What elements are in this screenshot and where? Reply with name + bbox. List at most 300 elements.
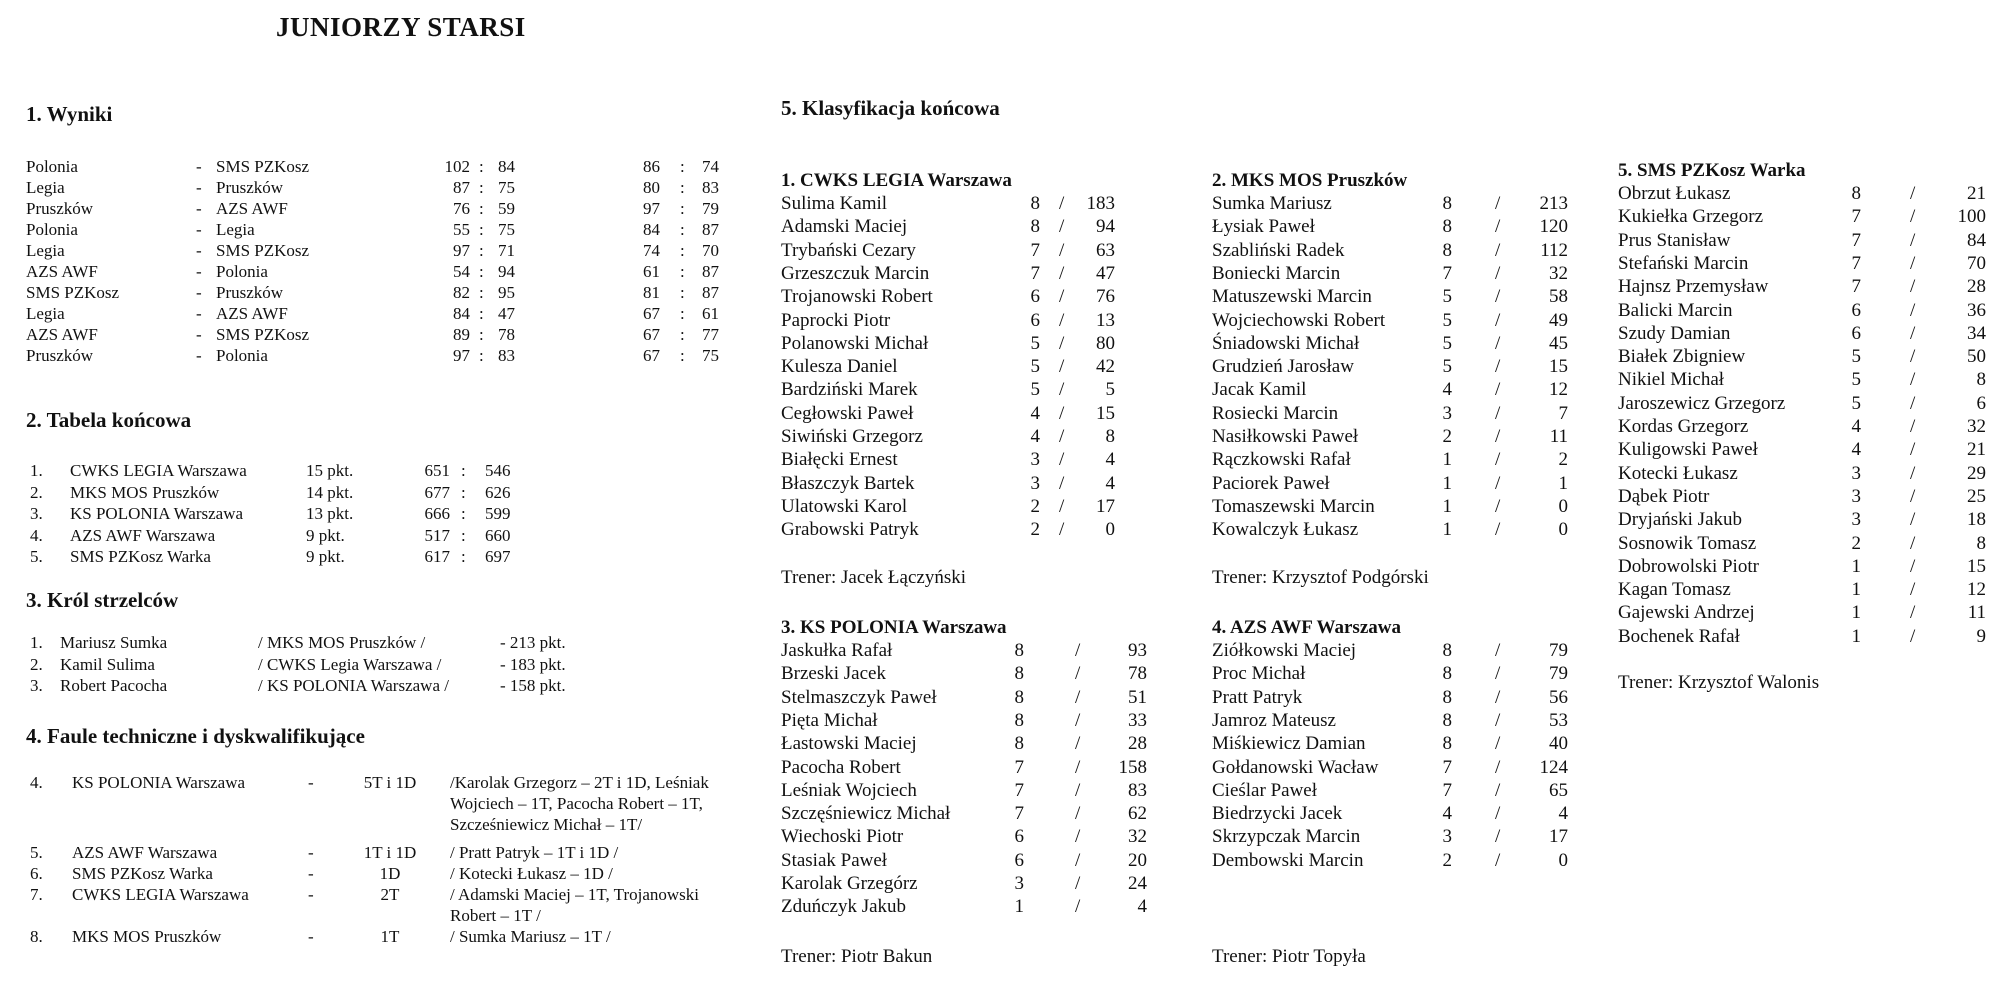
player-row <box>0 662 2000 685</box>
slash: / <box>1495 779 1501 801</box>
rank: 1. <box>30 461 43 480</box>
games-played: 4 <box>1030 426 1040 447</box>
score-2-away: 61 <box>702 304 719 323</box>
games-played: 1 <box>1442 519 1452 541</box>
colon: : <box>680 220 685 239</box>
player-name: Szczęśniewicz Michał <box>781 803 951 825</box>
team-a: Polonia <box>26 157 78 176</box>
points-scored: 11 <box>1967 602 1986 624</box>
colon: : <box>680 241 685 260</box>
points-scored: 33 <box>1128 709 1147 731</box>
slash: / <box>1075 709 1081 731</box>
slash: / <box>1495 803 1501 825</box>
team-name: AZS AWF Warszawa <box>72 843 218 862</box>
foul-detail-line: / Adamski Maciej – 1T, Trojanowski <box>450 885 700 904</box>
page-title: JUNIORZY STARSI <box>276 12 526 42</box>
player-name: Pięta Michał <box>781 709 878 731</box>
points-against: 546 <box>485 461 511 480</box>
team-b: SMS PZKosz <box>216 325 310 344</box>
slash: / <box>1075 849 1081 871</box>
score-1-away: 71 <box>498 241 515 260</box>
player-name: Kuligowski Paweł <box>1618 439 1758 461</box>
coach-name: Trener: Krzysztof Podgórski <box>1212 567 1429 588</box>
slash: / <box>1910 346 1916 368</box>
team-b: SMS PZKosz <box>216 157 310 176</box>
games-played: 8 <box>1442 216 1452 238</box>
player-name: Skrzypczak Marcin <box>1212 826 1361 848</box>
team-heading: 3. KS POLONIA Warszawa <box>781 617 1007 638</box>
player-row <box>0 299 2000 322</box>
games-played: 5 <box>1030 332 1040 354</box>
player-name: Kukiełka Grzegorz <box>1618 206 1764 228</box>
slash: / <box>1075 663 1081 685</box>
foul-detail-line: / Sumka Mariusz – 1T / <box>450 927 611 946</box>
foul-detail-line: Szcześniewicz Michał – 1T/ <box>450 815 643 834</box>
player-name: Grabowski Patryk <box>781 519 919 541</box>
games-played: 1 <box>1851 602 1861 624</box>
player-row <box>0 322 2000 345</box>
colon: : <box>461 504 466 523</box>
team-name: MKS MOS Pruszków <box>72 927 222 946</box>
slash: / <box>1910 252 1916 274</box>
dash: - <box>308 927 314 946</box>
slash: / <box>1059 356 1065 378</box>
games-played: 5 <box>1442 286 1452 308</box>
games-played: 5 <box>1030 379 1040 401</box>
score-2-home: 84 <box>643 220 660 239</box>
player-name: Biedrzycki Jacek <box>1212 803 1343 825</box>
points-scored: 15 <box>1549 356 1568 378</box>
slash: / <box>1910 276 1916 298</box>
score-1-home: 76 <box>453 199 470 218</box>
points-scored: 4 <box>1558 803 1568 825</box>
dash: - <box>196 241 202 260</box>
colon: : <box>680 325 685 344</box>
games-played: 1 <box>1851 579 1861 601</box>
slash: / <box>1495 733 1501 755</box>
games-played: 8 <box>1442 193 1452 214</box>
points-scored: 79 <box>1549 640 1568 661</box>
player-name: Grzeszczuk Marcin <box>781 262 930 284</box>
slash: / <box>1059 216 1065 238</box>
slash: / <box>1495 756 1501 778</box>
slash: / <box>1075 896 1081 918</box>
team-name: KS POLONIA Warszawa <box>70 504 244 523</box>
points-scored: 0 <box>1105 519 1115 541</box>
player-name: Sumka Mariusz <box>1212 193 1332 214</box>
player-name: Hajnsz Przemysław <box>1618 276 1769 298</box>
player-name: Błaszczyk Bartek <box>781 472 915 494</box>
points-scored: 70 <box>1967 252 1986 274</box>
games-played: 7 <box>1851 229 1861 251</box>
team-b: Polonia <box>216 262 268 281</box>
points-scored: 7 <box>1558 402 1568 424</box>
points-scored: 42 <box>1096 356 1115 378</box>
slash: / <box>1075 873 1081 894</box>
points-scored: 2 <box>1558 449 1568 471</box>
games-played: 7 <box>1014 779 1024 801</box>
colon: : <box>680 199 685 218</box>
dash: - <box>196 178 202 197</box>
team-b: SMS PZKosz <box>216 241 310 260</box>
games-played: 4 <box>1851 439 1861 461</box>
rank: 4. <box>30 525 43 545</box>
team-heading: 5. SMS PZKosz Warka <box>1618 160 1806 181</box>
colon: : <box>479 325 484 344</box>
player-name: Stefański Marcin <box>1618 252 1749 274</box>
points-scored: 17 <box>1549 826 1568 848</box>
player-name: Rosiecki Marcin <box>1212 402 1339 424</box>
slash: / <box>1495 193 1501 214</box>
foul-count: 2T <box>380 885 400 904</box>
team-b: AZS AWF <box>216 304 288 323</box>
player-name: Kotecki Łukasz <box>1618 462 1738 484</box>
slash: / <box>1495 286 1501 308</box>
player-name: Kowalczyk Łukasz <box>1212 519 1359 541</box>
team-name: SMS PZKosz Warka <box>72 864 213 883</box>
colon: : <box>479 346 484 365</box>
points-scored: 120 <box>1539 216 1568 238</box>
slash: / <box>1495 472 1501 494</box>
player-row <box>0 438 2000 461</box>
score-1-away: 94 <box>498 262 515 281</box>
slash: / <box>1910 555 1916 577</box>
score-1-away: 75 <box>498 220 515 239</box>
points-against: 697 <box>485 547 511 566</box>
player-row <box>0 802 2000 825</box>
player-name: Siwiński Grzegorz <box>781 426 923 447</box>
player-name: Białek Zbigniew <box>1618 346 1746 368</box>
foul-count: 1T i 1D <box>363 843 417 862</box>
player-row <box>0 229 2000 252</box>
games-played: 8 <box>1442 640 1452 661</box>
team-name: CWKS LEGIA Warszawa <box>70 461 247 480</box>
team-heading: 1. CWKS LEGIA Warszawa <box>781 170 1012 191</box>
team-a: Legia <box>26 241 65 260</box>
colon: : <box>479 178 484 197</box>
slash: / <box>1495 495 1501 517</box>
score-1-home: 97 <box>453 241 470 260</box>
scorer-name: Mariusz Sumka <box>60 633 168 652</box>
games-played: 2 <box>1851 532 1861 554</box>
score-1-home: 87 <box>453 178 470 197</box>
points: 15 pkt. <box>306 461 354 480</box>
player-name: Balicki Marcin <box>1618 299 1733 321</box>
result-row <box>26 156 746 177</box>
slash: / <box>1075 733 1081 755</box>
slash: / <box>1910 625 1916 647</box>
player-name: Stasiak Paweł <box>781 849 888 871</box>
rank: 5. <box>30 547 43 566</box>
player-name: Wiechoski Piotr <box>781 826 904 848</box>
score-1-home: 102 <box>444 157 470 176</box>
points-against: 599 <box>485 504 511 523</box>
games-played: 5 <box>1442 309 1452 331</box>
team-a: AZS AWF <box>26 262 98 281</box>
slash: / <box>1059 239 1065 261</box>
player-name: Kordas Grzegorz <box>1618 416 1749 437</box>
games-played: 4 <box>1851 416 1861 437</box>
scorer-name: Kamil Sulima <box>60 654 155 674</box>
points-scored: 32 <box>1967 416 1986 437</box>
colon: : <box>461 547 466 566</box>
games-played: 7 <box>1014 756 1024 778</box>
dash: - <box>196 157 202 176</box>
points-scored: 40 <box>1549 733 1568 755</box>
games-played: 7 <box>1851 276 1861 298</box>
score-2-home: 80 <box>643 178 660 197</box>
scorer-points: - 183 pkt. <box>500 654 566 674</box>
dash: - <box>196 262 202 281</box>
player-name: Śniadowski Michał <box>1212 332 1360 354</box>
section-krol-heading: 3. Król strzelców <box>26 588 179 612</box>
points-scored: 4 <box>1137 896 1147 918</box>
points-scored: 24 <box>1128 873 1147 894</box>
coach-name: Trener: Jacek Łączyński <box>781 567 967 588</box>
slash: / <box>1910 579 1916 601</box>
team-name: SMS PZKosz Warka <box>70 547 211 566</box>
dash: - <box>196 283 202 302</box>
player-name: Dryjański Jakub <box>1618 509 1743 531</box>
points-scored: 124 <box>1539 756 1568 778</box>
player-list <box>0 639 2000 872</box>
points-scored: 78 <box>1128 663 1147 685</box>
colon: : <box>479 241 484 260</box>
team-heading: 2. MKS MOS Pruszków <box>1212 170 1408 191</box>
points-scored: 84 <box>1967 229 1986 251</box>
points-for: 617 <box>424 547 450 566</box>
player-name: Boniecki Marcin <box>1212 262 1341 284</box>
slash: / <box>1059 332 1065 354</box>
player-row <box>0 578 2000 601</box>
dash: - <box>196 220 202 239</box>
games-played: 8 <box>1442 709 1452 731</box>
slash: / <box>1910 416 1916 437</box>
games-played: 4 <box>1030 402 1040 424</box>
player-name: Matuszewski Marcin <box>1212 286 1372 308</box>
colon: : <box>680 178 685 197</box>
points-scored: 15 <box>1096 402 1115 424</box>
player-name: Miśkiewicz Damian <box>1212 733 1366 755</box>
games-played: 3 <box>1851 509 1861 531</box>
player-name: Dembowski Marcin <box>1212 849 1364 871</box>
section-faule-heading: 4. Faule techniczne i dyskwalifikujące <box>26 724 365 748</box>
points-scored: 12 <box>1549 379 1568 401</box>
slash: / <box>1495 332 1501 354</box>
dash: - <box>308 885 314 904</box>
player-row <box>0 392 2000 415</box>
games-played: 7 <box>1030 239 1040 261</box>
slash: / <box>1059 449 1065 471</box>
points-scored: 25 <box>1967 485 1986 507</box>
player-name: Łastowski Maciej <box>781 733 917 755</box>
slash: / <box>1910 183 1916 204</box>
slash: / <box>1075 686 1081 708</box>
points-scored: 49 <box>1549 309 1568 331</box>
score-1-away: 83 <box>498 346 515 365</box>
games-played: 7 <box>1014 803 1024 825</box>
games-played: 1 <box>1442 449 1452 471</box>
slash: / <box>1910 322 1916 344</box>
slash: / <box>1075 826 1081 848</box>
games-played: 7 <box>1851 252 1861 274</box>
player-row <box>0 485 2000 508</box>
score-2-away: 87 <box>702 283 719 302</box>
colon: : <box>680 283 685 302</box>
foul-detail-line: /Karolak Grzegorz – 2T i 1D, Leśniak <box>450 773 709 792</box>
slash: / <box>1075 756 1081 778</box>
games-played: 8 <box>1014 663 1024 685</box>
player-name: Szudy Damian <box>1618 322 1731 344</box>
rank: 5. <box>30 843 43 862</box>
coach-name: Trener: Krzysztof Walonis <box>1618 672 1820 693</box>
points-scored: 158 <box>1118 756 1147 778</box>
scorer-name: Robert Pacocha <box>60 676 168 695</box>
colon: : <box>479 304 484 323</box>
player-name: Kagan Tomasz <box>1618 579 1731 601</box>
points-scored: 5 <box>1105 379 1115 401</box>
score-2-away: 83 <box>702 178 719 197</box>
player-row <box>0 205 2000 228</box>
slash: / <box>1910 462 1916 484</box>
team-b: Pruszków <box>216 283 284 302</box>
games-played: 7 <box>1851 206 1861 228</box>
score-2-home: 97 <box>643 199 660 218</box>
player-row <box>0 462 2000 485</box>
games-played: 8 <box>1014 640 1024 661</box>
games-played: 6 <box>1030 309 1040 331</box>
points-scored: 8 <box>1976 369 1986 391</box>
points-scored: 32 <box>1128 826 1147 848</box>
dash: - <box>196 199 202 218</box>
points-scored: 11 <box>1549 426 1568 447</box>
points-scored: 6 <box>1976 392 1986 414</box>
points-scored: 63 <box>1096 239 1115 261</box>
player-row <box>0 756 2000 779</box>
points-scored: 58 <box>1549 286 1568 308</box>
team-b: Pruszków <box>216 178 284 197</box>
games-played: 3 <box>1442 826 1452 848</box>
player-name: Kulesza Daniel <box>781 356 898 378</box>
player-name: Brzeski Jacek <box>781 663 886 685</box>
points-for: 677 <box>424 482 450 502</box>
points-scored: 47 <box>1096 262 1115 284</box>
slash: / <box>1075 803 1081 825</box>
player-row <box>0 686 2000 709</box>
score-2-home: 81 <box>643 283 660 302</box>
slash: / <box>1059 402 1065 424</box>
points-scored: 100 <box>1957 206 1986 228</box>
slash: / <box>1495 640 1501 661</box>
points-scored: 76 <box>1096 286 1115 308</box>
games-played: 2 <box>1030 495 1040 517</box>
player-name: Proc Michał <box>1212 663 1306 685</box>
team-b: Polonia <box>216 346 268 365</box>
games-played: 8 <box>1442 733 1452 755</box>
score-1-away: 75 <box>498 178 515 197</box>
player-name: Obrzut Łukasz <box>1618 183 1731 204</box>
points-scored: 62 <box>1128 803 1147 825</box>
player-name: Grudzień Jarosław <box>1212 356 1354 378</box>
scorer-club: / MKS MOS Pruszków / <box>258 633 426 652</box>
slash: / <box>1495 686 1501 708</box>
points-scored: 12 <box>1967 579 1986 601</box>
dash: - <box>196 304 202 323</box>
points-against: 626 <box>485 482 511 502</box>
games-played: 7 <box>1442 756 1452 778</box>
colon: : <box>479 220 484 239</box>
slash: / <box>1910 392 1916 414</box>
points-for: 517 <box>424 525 450 545</box>
player-name: Cegłowski Paweł <box>781 402 914 424</box>
points-scored: 17 <box>1096 495 1115 517</box>
team-a: Pruszków <box>26 199 94 218</box>
rank: 2. <box>30 482 43 502</box>
player-row <box>0 182 2000 205</box>
games-played: 4 <box>1442 379 1452 401</box>
points-scored: 51 <box>1128 686 1147 708</box>
player-name: Zduńczyk Jakub <box>781 896 907 918</box>
slash: / <box>1495 826 1501 848</box>
foul-row <box>30 926 770 947</box>
games-played: 8 <box>1030 193 1040 214</box>
player-name: Rączkowski Rafał <box>1212 449 1351 471</box>
points-scored: 93 <box>1128 640 1147 661</box>
slash: / <box>1910 229 1916 251</box>
colon: : <box>461 482 466 502</box>
points-scored: 4 <box>1105 449 1115 471</box>
player-name: Sosnowik Tomasz <box>1618 532 1757 554</box>
team-name: KS POLONIA Warszawa <box>72 773 246 792</box>
games-played: 3 <box>1014 873 1024 894</box>
player-row <box>0 779 2000 802</box>
player-row <box>0 275 2000 298</box>
games-played: 8 <box>1030 216 1040 238</box>
slash: / <box>1059 286 1065 308</box>
points-scored: 83 <box>1128 779 1147 801</box>
slash: / <box>1910 439 1916 461</box>
slash: / <box>1495 449 1501 471</box>
points-scored: 112 <box>1540 239 1568 261</box>
points-scored: 0 <box>1558 849 1568 871</box>
points-scored: 79 <box>1549 663 1568 685</box>
points-scored: 28 <box>1967 276 1986 298</box>
points-for: 651 <box>424 461 450 480</box>
points-scored: 8 <box>1105 426 1115 447</box>
team-a: Legia <box>26 178 65 197</box>
rank: 2. <box>30 654 43 674</box>
player-name: Prus Stanisław <box>1618 229 1731 251</box>
score-1-home: 89 <box>453 325 470 344</box>
dash: - <box>196 346 202 365</box>
score-2-away: 74 <box>702 157 719 176</box>
score-1-home: 84 <box>453 304 470 323</box>
points-scored: 213 <box>1539 193 1568 214</box>
player-name: Jamroz Mateusz <box>1212 709 1336 731</box>
player-row <box>0 252 2000 275</box>
games-played: 2 <box>1442 426 1452 447</box>
points-scored: 53 <box>1549 709 1568 731</box>
colon: : <box>680 262 685 281</box>
player-name: Stelmaszczyk Paweł <box>781 686 937 708</box>
player-name: Ulatowski Karol <box>781 495 908 517</box>
slash: / <box>1075 779 1081 801</box>
games-played: 6 <box>1014 826 1024 848</box>
player-row <box>0 732 2000 755</box>
dash: - <box>308 843 314 862</box>
player-name: Jaskułka Rafał <box>781 640 893 661</box>
player-row <box>0 895 2000 918</box>
